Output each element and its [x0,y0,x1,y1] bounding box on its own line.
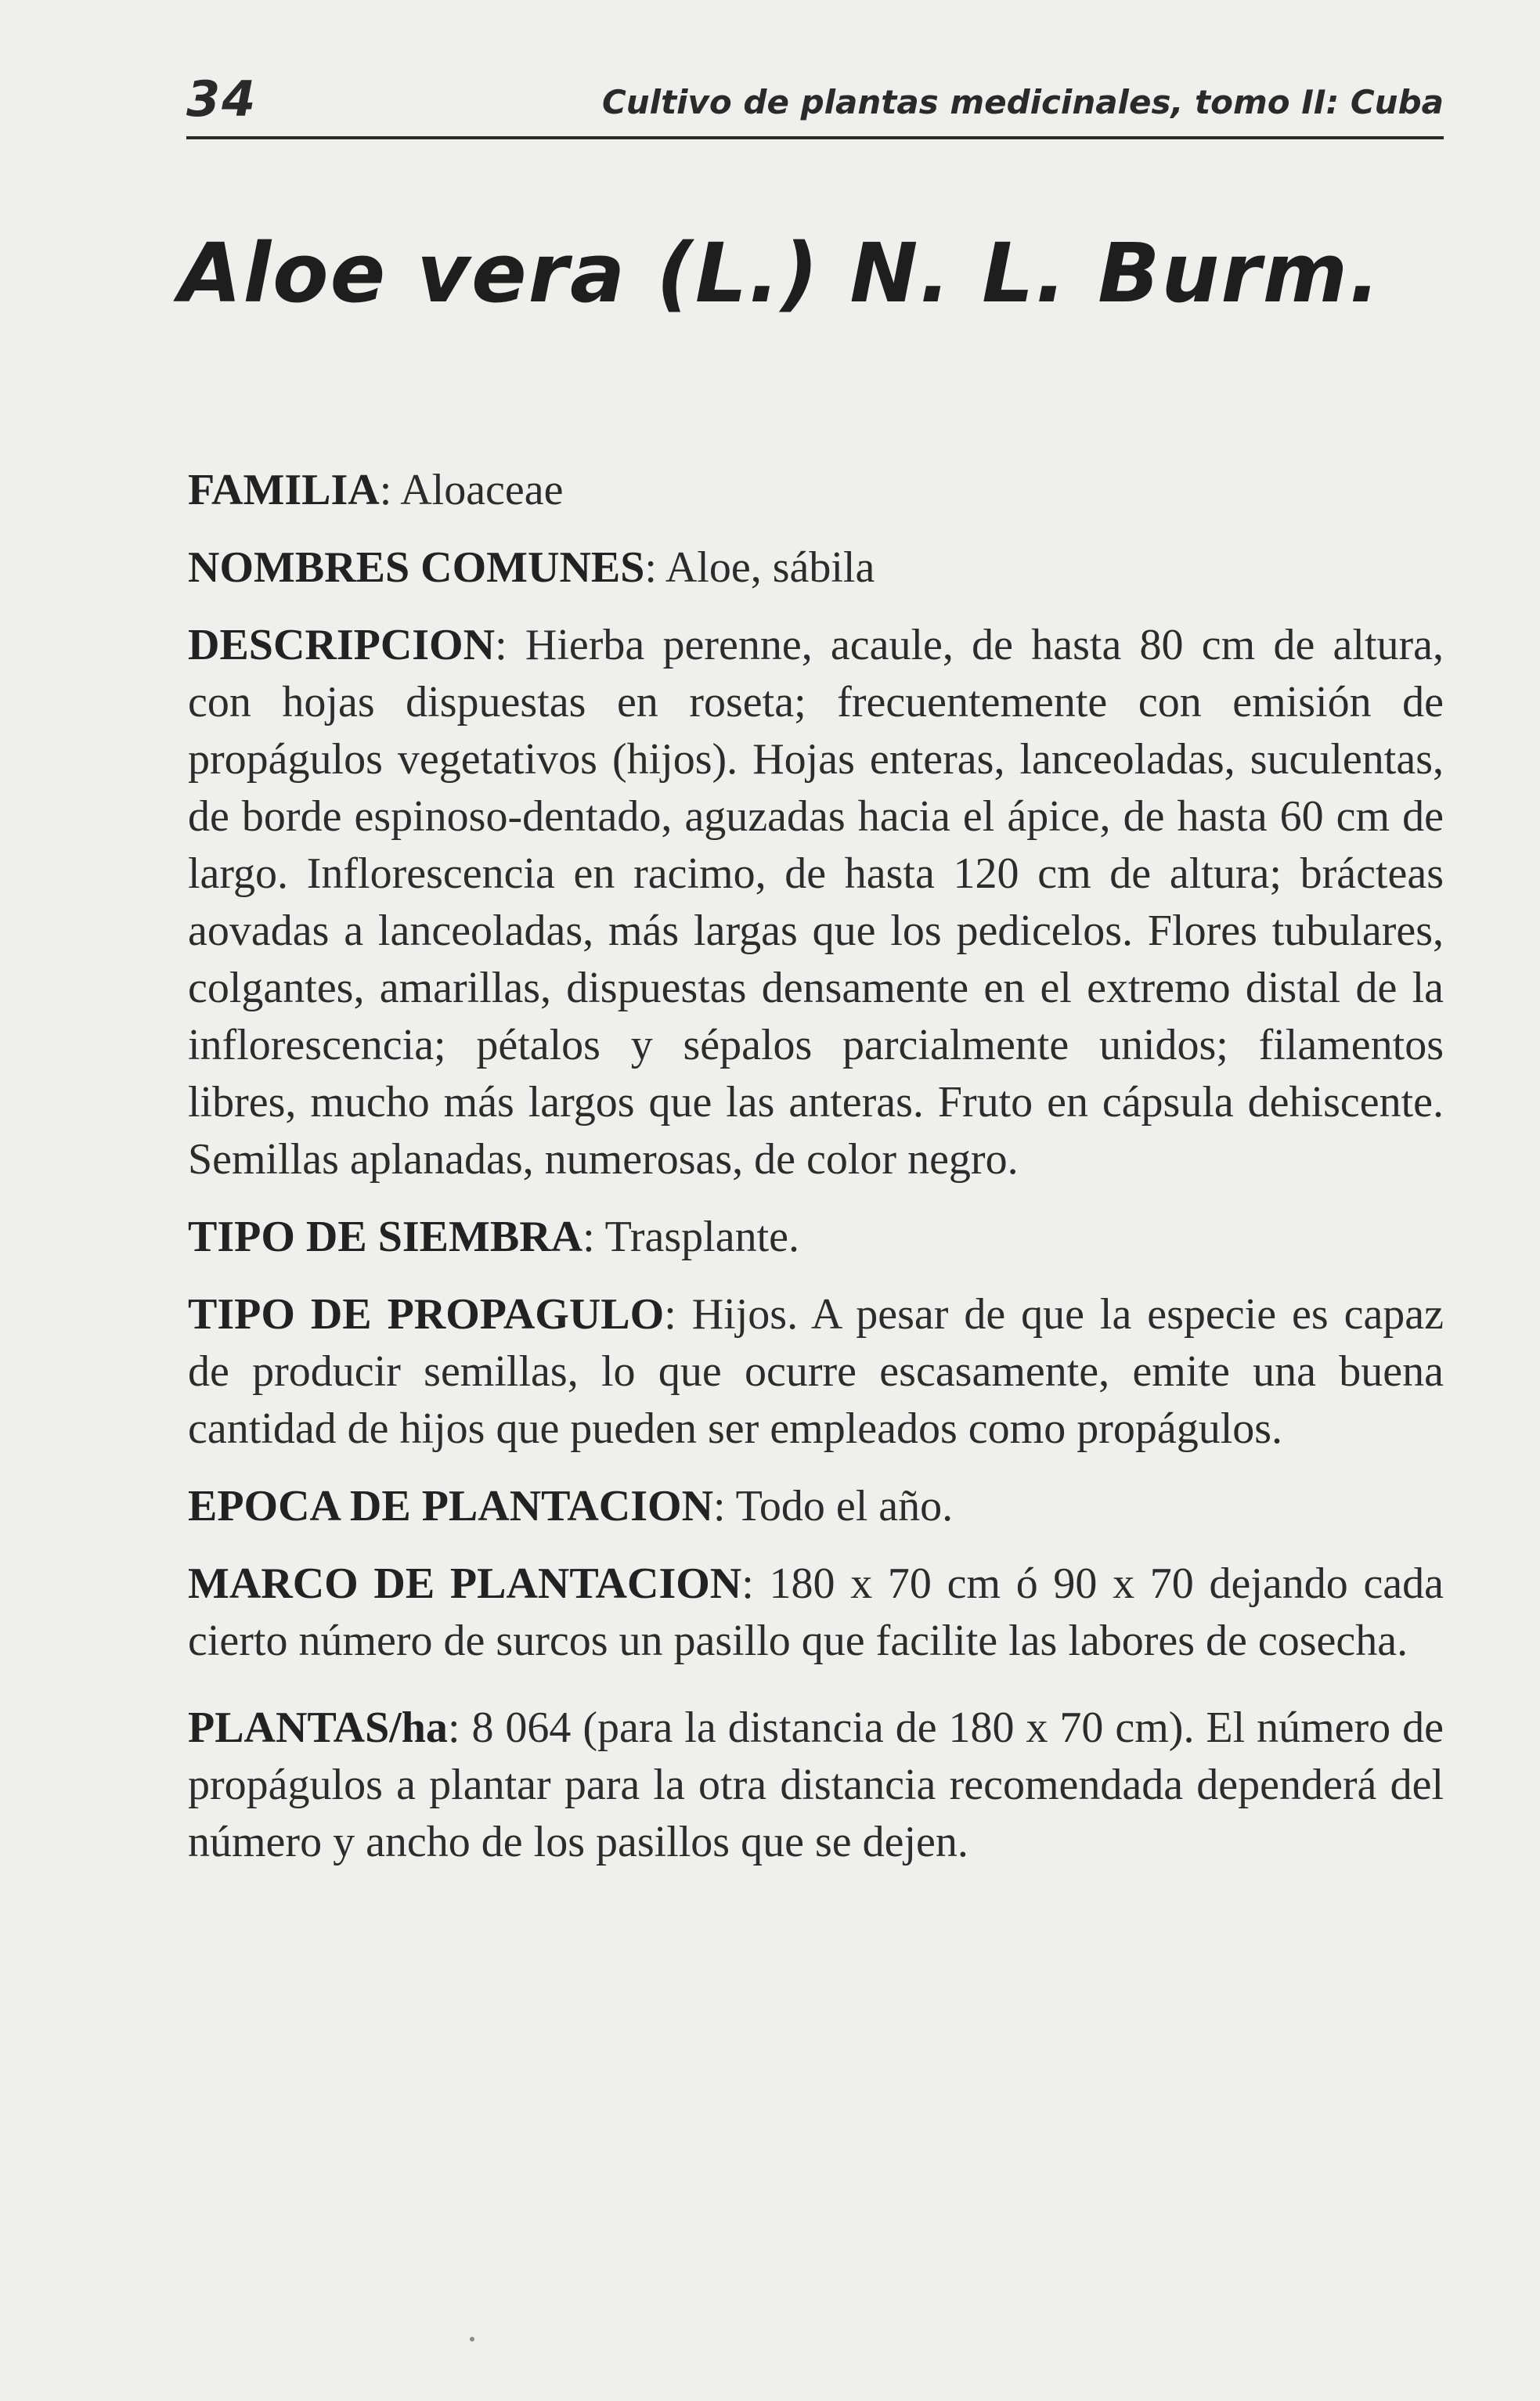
entry-text: 180 x 70 cm ó 90 x 70 dejando cada cierto número de surcos un pasillo que facilite las labores de cosecha. [188,1559,1444,1665]
page-number: 34 [186,70,258,128]
entry-text: Aloe, sábila [665,543,875,592]
entry-marco-de-plantacion: MARCO DE PLANTACION: 180 x 70 cm ó 90 x 70 dejando cada cierto número de surcos un pasillo que facilite las labores de cosecha. [188,1559,1444,1665]
entry-tipo-de-siembra: TIPO DE SIEMBRA: Trasplante. [188,1213,800,1261]
entry-text: Hierba perenne, acaule, de hasta 80 cm de altura, con hojas dispuestas en roseta; frecuentemente con emisión de propágulos vegetativos (hijos). Hojas enteras, lanceoladas, suculentas, de borde espinoso-dentado, aguzadas hacia el ápice, de hasta 60 cm de largo. Inflorescencia en racimo, de hasta 120 cm de altura; brácteas aovadas a lanceoladas, más largas que los pedicelos. Flores tubulares, colgantes, amarillas, dispuestas densamente en el extremo distal de la inflorescencia; pétalos y sépalos parcialmente unidos; filamentos libres, mucho más largos que las anteras. Fruto en cápsula dehiscente. Semillas aplanadas, numerosas, de color negro. [188,621,1444,1184]
entry-label: EPOCA DE PLANTACION [188,1482,714,1530]
species-title: Aloe vera (L.) N. L. Burm. [179,225,1382,321]
entry-label: TIPO DE PROPAGULO [188,1290,665,1339]
entry-plantas-ha: PLANTAS/ha: 8 064 (para la distancia de 180 x 70 cm). El número de propágulos a plantar para la otra distancia recomendada dependerá del número y ancho de los pasillos que se dejen. [188,1703,1444,1866]
entry-label: NOMBRES COMUNES [188,543,645,592]
entry-nombres-comunes: NOMBRES COMUNES: Aloe, sábila [188,543,875,592]
running-title: Cultivo de plantas medicinales, tomo II: Cuba [601,83,1444,121]
running-header [186,64,1444,139]
entry-text: Aloaceae [400,466,564,514]
entry-descripcion: DESCRIPCION: Hierba perenne, acaule, de hasta 80 cm de altura, con hojas dispuestas en roseta; frecuentemente con emisión de propágulos vegetativos (hijos). Hojas enteras, lanceoladas, suculentas, de borde espinoso-dentado, aguzadas hacia el ápice, de hasta 60 cm de largo. Inflorescencia en racimo, de hasta 120 cm de altura; brácteas aovadas a lanceoladas, más largas que los pedicelos. Flores tubulares, colgantes, amarillas, dispuestas densamente en el extremo distal de la inflorescencia; pétalos y sépalos parcialmente unidos; filamentos libres, mucho más largos que las anteras. Fruto en cápsula dehiscente. Semillas aplanadas, numerosas, de color negro. [188,621,1444,1184]
entry-tipo-de-propagulo: TIPO DE PROPAGULO: Hijos. A pesar de que la especie es capaz de producir semillas, lo que ocurre escasamente, emite una buena cantidad de hijos que pueden ser empleados como propágulos. [188,1290,1444,1453]
entry-label: TIPO DE SIEMBRA [188,1213,583,1261]
entry-epoca-de-plantacion: EPOCA DE PLANTACION: Todo el año. [188,1482,954,1530]
entry-text: Todo el año. [735,1482,954,1530]
entry-familia: FAMILIA: Aloaceae [188,466,564,514]
entry-text: Trasplante. [604,1213,800,1261]
plant-profile [188,462,1444,1891]
entry-label: PLANTAS/ha [188,1703,448,1752]
entry-label: FAMILIA [188,466,380,514]
entry-label: DESCRIPCION [188,621,496,669]
entry-text: 8 064 (para la distancia de 180 x 70 cm). El número de propágulos a plantar para la otra distancia recomendada dependerá del número y ancho de los pasillos que se dejen. [188,1703,1444,1866]
ink-speck [470,2337,474,2342]
entry-text: Hijos. A pesar de que la especie es capaz de producir semillas, lo que ocurre escasamente, emite una buena cantidad de hijos que pueden ser empleados como propágulos. [188,1290,1444,1453]
entry-label: MARCO DE PLANTACION [188,1559,742,1608]
